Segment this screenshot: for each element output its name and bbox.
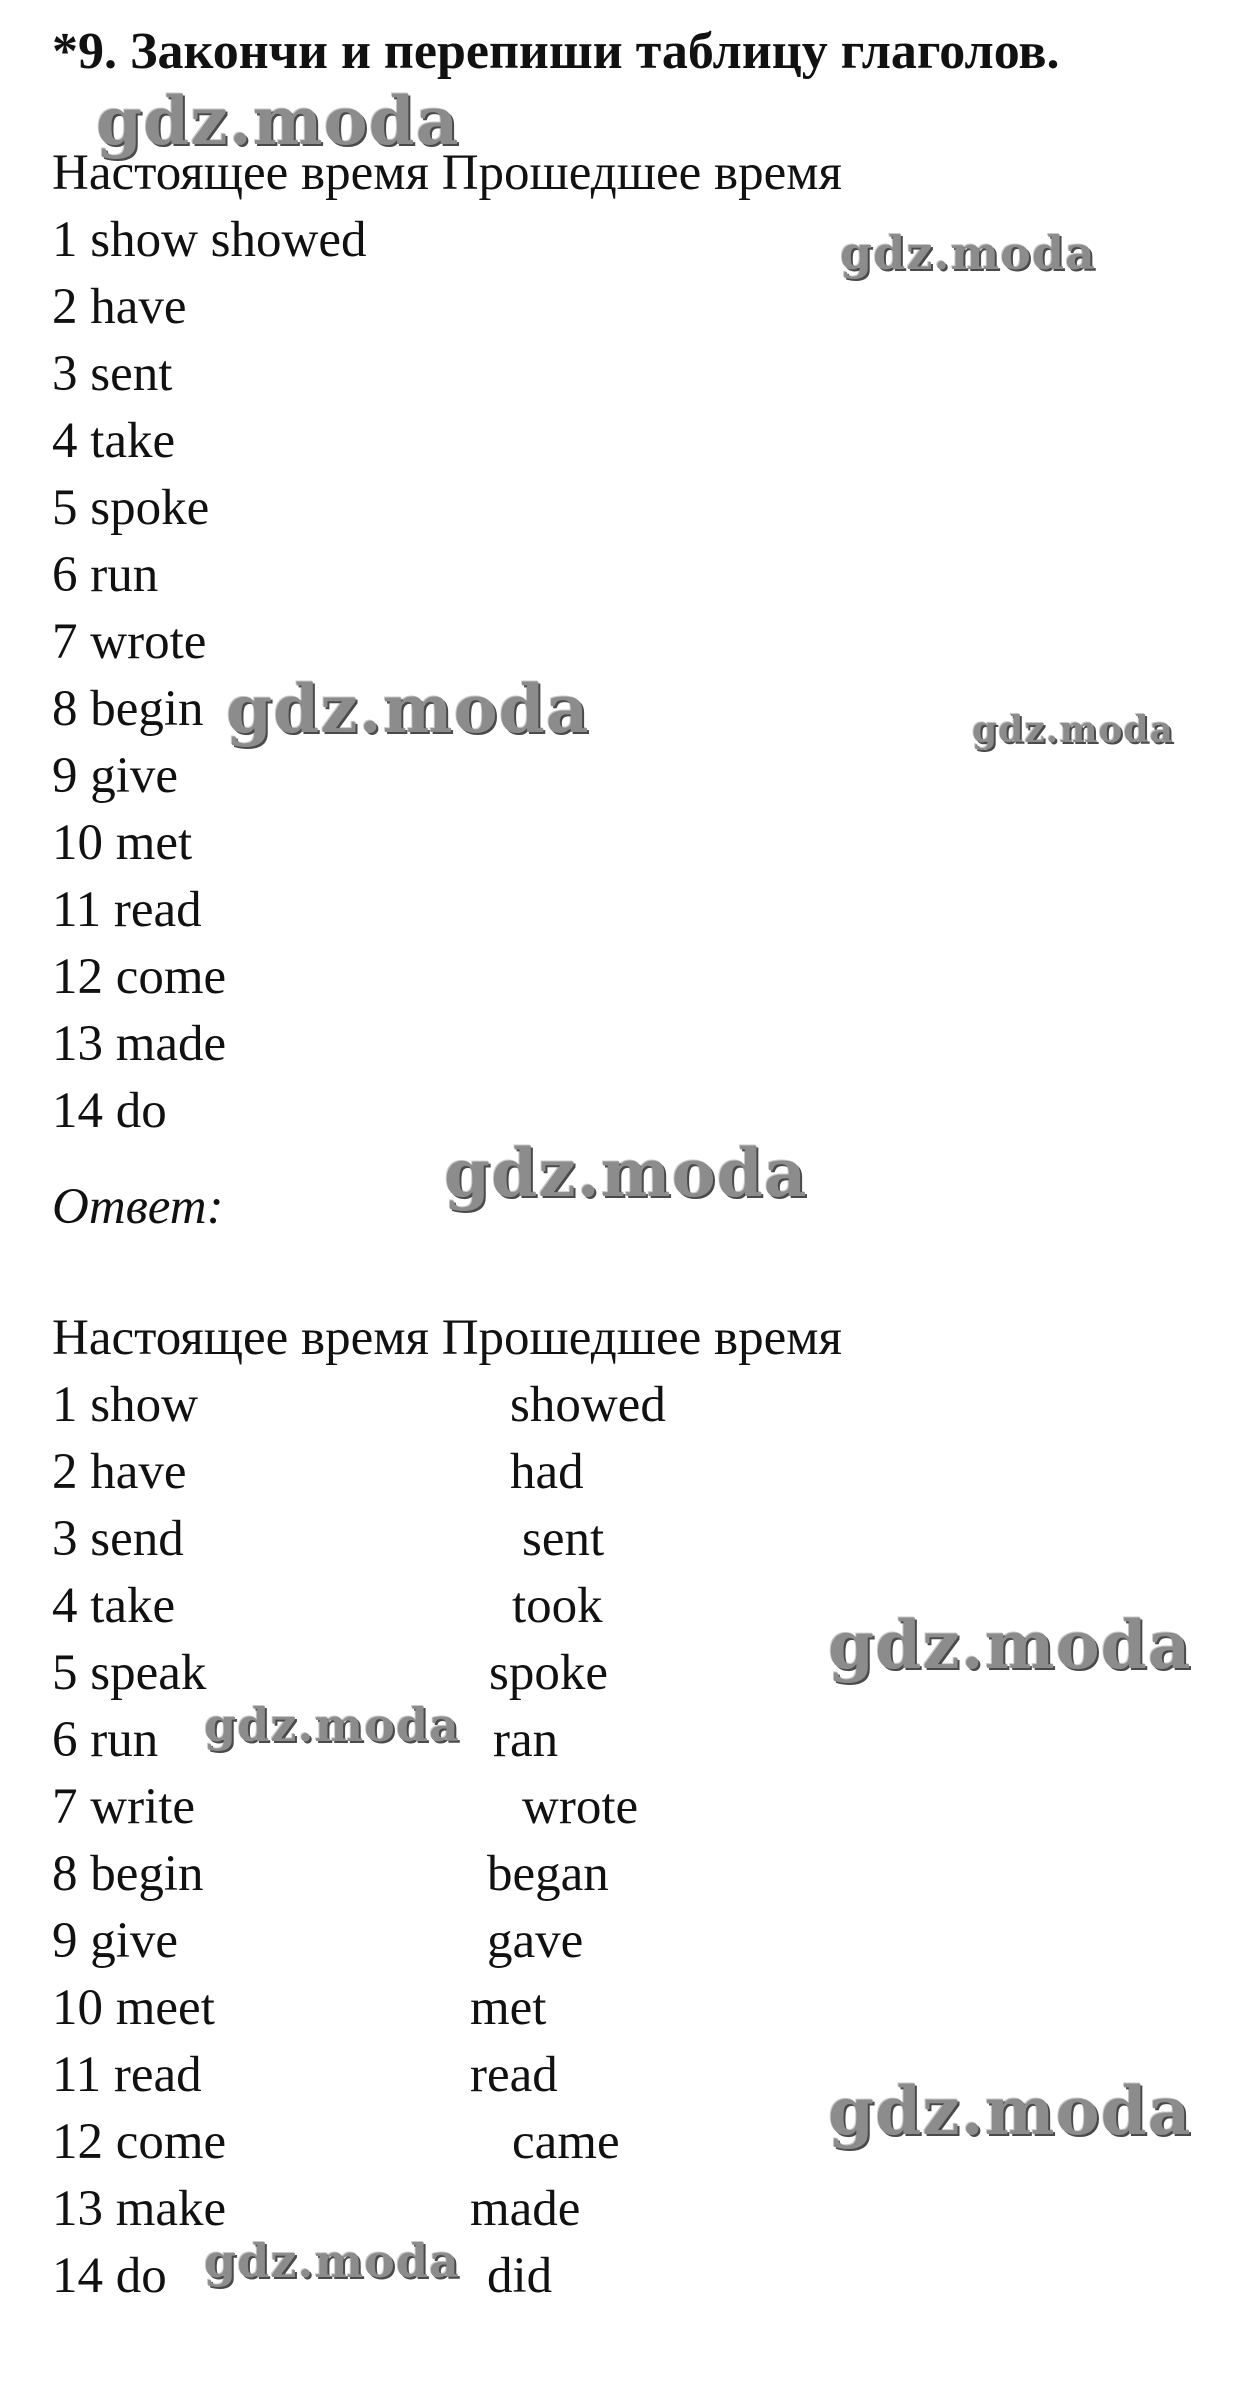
present-form: 12 come bbox=[52, 2114, 227, 2170]
present-form: 7 write bbox=[52, 1779, 196, 1835]
answer-row bbox=[52, 1980, 752, 2043]
task-line: 3 sent bbox=[52, 346, 173, 402]
watermark: gdz.moda bbox=[204, 2234, 460, 2288]
past-form: ran bbox=[493, 1712, 559, 1768]
answer-row bbox=[52, 1444, 752, 1507]
present-form: 6 run bbox=[52, 1712, 159, 1768]
watermark: gdz.moda bbox=[204, 1698, 460, 1752]
past-form: showed bbox=[510, 1377, 666, 1433]
present-form: 13 make bbox=[52, 2181, 227, 2237]
exercise-title: *9. Закончи и перепиши таблицу глаголов. bbox=[52, 23, 1060, 80]
past-form: wrote bbox=[522, 1779, 639, 1835]
task-line: 11 read bbox=[52, 882, 202, 938]
past-form: came bbox=[512, 2114, 620, 2170]
task-line: 6 run bbox=[52, 547, 159, 603]
present-form: 3 send bbox=[52, 1511, 184, 1567]
task-header: Настоящее время Прошедшее время bbox=[52, 145, 842, 201]
present-form: 8 begin bbox=[52, 1846, 204, 1902]
answer-header: Настоящее время Прошедшее время bbox=[52, 1310, 842, 1366]
watermark: gdz.moda bbox=[226, 670, 590, 748]
answer-row bbox=[52, 2047, 752, 2110]
answer-row bbox=[52, 1846, 752, 1909]
answer-row bbox=[52, 1913, 752, 1976]
task-line: 7 wrote bbox=[52, 614, 207, 670]
answer-label: Ответ: bbox=[52, 1179, 224, 1235]
past-form: read bbox=[470, 2047, 558, 2103]
present-form: 2 have bbox=[52, 1444, 187, 1500]
task-line: 14 do bbox=[52, 1083, 167, 1139]
watermark: gdz.moda bbox=[972, 709, 1174, 751]
past-form: had bbox=[510, 1444, 584, 1500]
task-line: 12 come bbox=[52, 949, 227, 1005]
task-line: 9 give bbox=[52, 748, 179, 804]
task-line: 1 show showed bbox=[52, 212, 367, 268]
watermark: gdz.moda bbox=[828, 2072, 1192, 2150]
watermark: gdz.moda bbox=[96, 82, 460, 160]
watermark: gdz.moda bbox=[840, 226, 1096, 280]
answer-row bbox=[52, 1578, 752, 1641]
task-line: 10 met bbox=[52, 815, 193, 871]
past-form: did bbox=[487, 2248, 553, 2304]
task-line: 2 have bbox=[52, 279, 187, 335]
present-form: 4 take bbox=[52, 1578, 176, 1634]
present-form: 11 read bbox=[52, 2047, 202, 2103]
past-form: made bbox=[470, 2181, 581, 2237]
present-form: 5 speak bbox=[52, 1645, 207, 1701]
present-form: 9 give bbox=[52, 1913, 179, 1969]
watermark: gdz.moda bbox=[444, 1134, 808, 1212]
present-form: 14 do bbox=[52, 2248, 167, 2304]
answer-row bbox=[52, 2114, 752, 2177]
past-form: took bbox=[512, 1578, 603, 1634]
past-form: sent bbox=[522, 1511, 605, 1567]
past-form: began bbox=[487, 1846, 609, 1902]
watermark: gdz.moda bbox=[828, 1606, 1192, 1684]
present-form: 10 meet bbox=[52, 1980, 215, 2036]
past-form: spoke bbox=[489, 1645, 608, 1701]
task-line: 8 begin bbox=[52, 681, 204, 737]
answer-row bbox=[52, 1511, 752, 1574]
answer-row bbox=[52, 1377, 752, 1440]
past-form: gave bbox=[487, 1913, 584, 1969]
past-form: met bbox=[470, 1980, 547, 2036]
present-form: 1 show bbox=[52, 1377, 198, 1433]
task-line: 13 made bbox=[52, 1016, 227, 1072]
task-line: 4 take bbox=[52, 413, 176, 469]
task-line: 5 spoke bbox=[52, 480, 210, 536]
answer-row bbox=[52, 1779, 752, 1842]
